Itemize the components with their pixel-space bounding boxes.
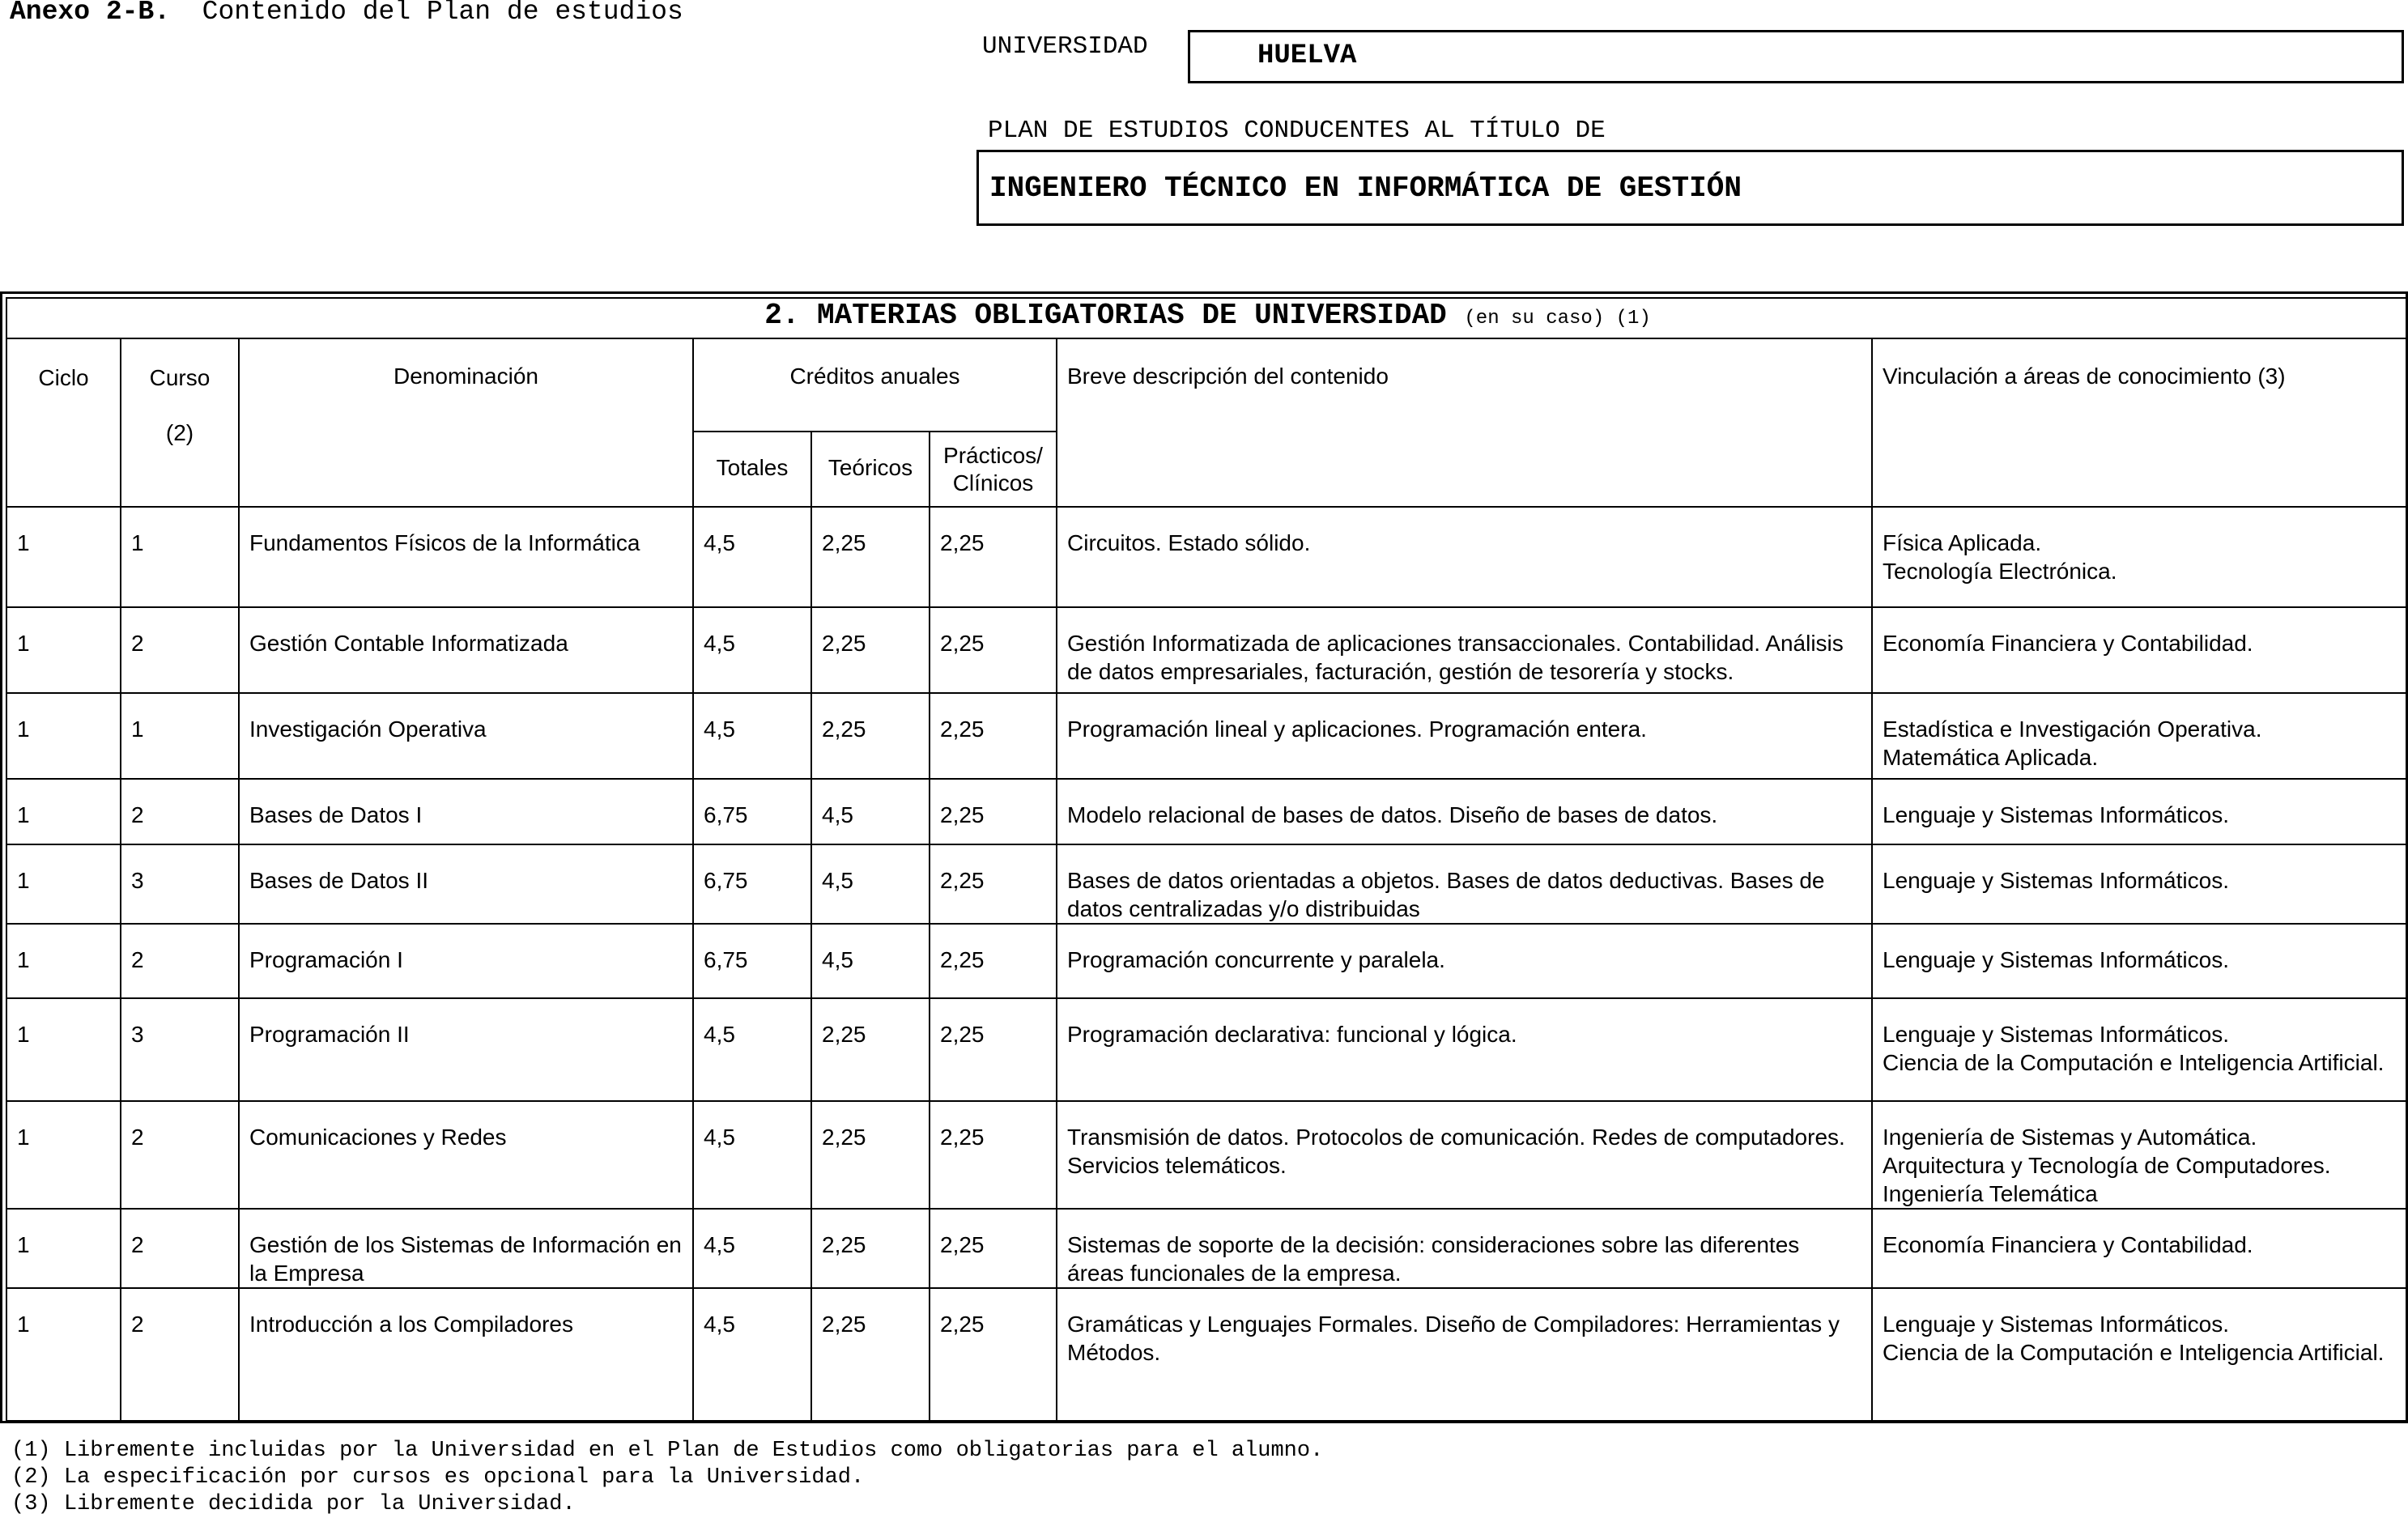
cell-curso: 1 (121, 693, 239, 779)
table-row (6, 779, 2408, 844)
cell-totales: 4,5 (693, 1101, 811, 1209)
footnote-text: Libremente incluidas por la Universidad en el Plan de Estudios como obligatorias para el alumno. (63, 1439, 1324, 1463)
footnote (11, 1438, 1323, 1465)
cell-denominacion: Gestión Contable Informatizada (239, 607, 693, 693)
cell-curso: 2 (121, 607, 239, 693)
cell-denominacion: Bases de Datos II (239, 844, 693, 924)
cell-ciclo: 1 (6, 1101, 121, 1209)
footnote-number: (2) (11, 1465, 51, 1490)
cell-ciclo: 1 (6, 924, 121, 998)
area-line: Economía Financiera y Contabilidad. (1883, 631, 2253, 656)
header-creditos: Créditos anuales (693, 338, 1057, 432)
area-line: Ingeniería Telemática (1883, 1181, 2098, 1206)
footnote-number: (1) (11, 1439, 51, 1463)
header-curso-label: Curso (149, 365, 211, 390)
area-line: Ingeniería de Sistemas y Automática. (1883, 1125, 2257, 1150)
cell-curso: 2 (121, 1209, 239, 1288)
area-line: Lenguaje y Sistemas Informáticos. (1883, 1312, 2229, 1337)
cell-descripcion: Programación concurrente y paralela. (1057, 924, 1872, 998)
header-practicos-line2: Clínicos (952, 470, 1034, 495)
cell-areas (1872, 924, 2408, 998)
cell-teoricos: 2,25 (811, 1209, 930, 1288)
area-line: Física Aplicada. (1883, 530, 2042, 555)
cell-totales: 4,5 (693, 507, 811, 607)
table-row (6, 693, 2408, 779)
cell-practicos: 2,25 (930, 924, 1057, 998)
header-totales: Totales (693, 432, 811, 507)
footnote-number: (3) (11, 1492, 51, 1516)
header-ciclo: Ciclo (6, 338, 121, 507)
degree-title: INGENIERO TÉCNICO EN INFORMÁTICA DE GESTIÓN (989, 172, 1742, 205)
cell-practicos: 2,25 (930, 779, 1057, 844)
cell-teoricos: 4,5 (811, 779, 930, 844)
cell-areas (1872, 693, 2408, 779)
cell-areas (1872, 507, 2408, 607)
cell-areas (1872, 998, 2408, 1101)
header-curso-note: (2) (165, 420, 194, 445)
cell-teoricos: 4,5 (811, 844, 930, 924)
cell-denominacion: Comunicaciones y Redes (239, 1101, 693, 1209)
area-line: Lenguaje y Sistemas Informáticos. (1883, 802, 2229, 827)
area-line: Tecnología Electrónica. (1883, 559, 2117, 584)
cell-denominacion: Introducción a los Compiladores (239, 1288, 693, 1421)
annex-heading (10, 0, 683, 27)
annex-title: Contenido del Plan de estudios (202, 0, 683, 27)
cell-totales: 4,5 (693, 998, 811, 1101)
cell-practicos: 2,25 (930, 1101, 1057, 1209)
table-row (6, 507, 2408, 607)
table-row (6, 924, 2408, 998)
table-title-text: 2. MATERIAS OBLIGATORIAS DE UNIVERSIDAD (764, 299, 1447, 332)
cell-ciclo: 1 (6, 607, 121, 693)
cell-teoricos: 2,25 (811, 1101, 930, 1209)
cell-practicos: 2,25 (930, 1288, 1057, 1421)
cell-curso: 2 (121, 924, 239, 998)
cell-descripcion: Gestión Informatizada de aplicaciones transaccionales. Contabilidad. Análisis de datos empresariales, facturación, gestión de tesorería y stocks. (1057, 607, 1872, 693)
cell-ciclo: 1 (6, 693, 121, 779)
footnotes (11, 1438, 1323, 1518)
cell-totales: 6,75 (693, 924, 811, 998)
cell-totales: 4,5 (693, 693, 811, 779)
university-name: HUELVA (1257, 40, 1357, 71)
cell-descripcion: Transmisión de datos. Protocolos de comunicación. Redes de computadores. Servicios telemáticos. (1057, 1101, 1872, 1209)
plan-label: PLAN DE ESTUDIOS CONDUCENTES AL TÍTULO DE (988, 117, 1606, 145)
cell-denominacion: Bases de Datos I (239, 779, 693, 844)
header-descripcion: Breve descripción del contenido (1057, 338, 1872, 507)
cell-practicos: 2,25 (930, 507, 1057, 607)
cell-teoricos: 2,25 (811, 998, 930, 1101)
area-line: Economía Financiera y Contabilidad. (1883, 1232, 2253, 1257)
table-row (6, 1101, 2408, 1209)
footnote (11, 1465, 1323, 1491)
cell-ciclo: 1 (6, 1288, 121, 1421)
annex-label: Anexo 2-B. (10, 0, 171, 27)
area-line: Ciencia de la Computación e Inteligencia Artificial. (1883, 1340, 2385, 1365)
cell-ciclo: 1 (6, 507, 121, 607)
cell-descripcion: Programación declarativa: funcional y lógica. (1057, 998, 1872, 1101)
cell-practicos: 2,25 (930, 607, 1057, 693)
cell-descripcion: Sistemas de soporte de la decisión: consideraciones sobre las diferentes áreas funcionales de la empresa. (1057, 1209, 1872, 1288)
cell-ciclo: 1 (6, 998, 121, 1101)
cell-totales: 4,5 (693, 1209, 811, 1288)
cell-denominacion: Gestión de los Sistemas de Información en la Empresa (239, 1209, 693, 1288)
header-teoricos: Teóricos (811, 432, 930, 507)
cell-areas (1872, 779, 2408, 844)
university-box (1188, 30, 2404, 83)
table-row (6, 607, 2408, 693)
area-line: Arquitectura y Tecnología de Computadores. (1883, 1153, 2331, 1178)
materias-table (6, 297, 2408, 1422)
cell-teoricos: 4,5 (811, 924, 930, 998)
cell-totales: 6,75 (693, 779, 811, 844)
footnote-text: La especificación por cursos es opcional para la Universidad. (63, 1465, 865, 1490)
cell-practicos: 2,25 (930, 1209, 1057, 1288)
cell-areas (1872, 1288, 2408, 1421)
cell-descripcion: Gramáticas y Lenguajes Formales. Diseño de Compiladores: Herramientas y Métodos. (1057, 1288, 1872, 1421)
university-label: UNIVERSIDAD (982, 32, 1148, 61)
cell-totales: 4,5 (693, 1288, 811, 1421)
cell-descripcion: Modelo relacional de bases de datos. Diseño de bases de datos. (1057, 779, 1872, 844)
cell-totales: 6,75 (693, 844, 811, 924)
table-row (6, 998, 2408, 1101)
area-line: Matemática Aplicada. (1883, 745, 2099, 770)
table-body (6, 507, 2408, 1421)
cell-curso: 3 (121, 844, 239, 924)
cell-ciclo: 1 (6, 1209, 121, 1288)
cell-curso: 1 (121, 507, 239, 607)
cell-descripcion: Bases de datos orientadas a objetos. Bases de datos deductivas. Bases de datos centralizadas y/o distribuidas (1057, 844, 1872, 924)
cell-totales: 4,5 (693, 607, 811, 693)
cell-ciclo: 1 (6, 844, 121, 924)
cell-practicos: 2,25 (930, 844, 1057, 924)
cell-areas (1872, 844, 2408, 924)
cell-denominacion: Programación II (239, 998, 693, 1101)
table-row (6, 1288, 2408, 1421)
footnote (11, 1491, 1323, 1518)
cell-teoricos: 2,25 (811, 1288, 930, 1421)
cell-descripcion: Programación lineal y aplicaciones. Programación entera. (1057, 693, 1872, 779)
cell-areas (1872, 1209, 2408, 1288)
cell-curso: 2 (121, 779, 239, 844)
cell-practicos: 2,25 (930, 998, 1057, 1101)
cell-curso: 2 (121, 1288, 239, 1421)
header-curso (121, 338, 239, 507)
area-line: Ciencia de la Computación e Inteligencia Artificial. (1883, 1050, 2385, 1075)
table-title-note: (en su caso) (1) (1464, 308, 1651, 330)
cell-denominacion: Investigación Operativa (239, 693, 693, 779)
cell-teoricos: 2,25 (811, 507, 930, 607)
table-row (6, 1209, 2408, 1288)
cell-areas (1872, 607, 2408, 693)
footnote-text: Libremente decidida por la Universidad. (63, 1492, 576, 1516)
cell-ciclo: 1 (6, 779, 121, 844)
cell-denominacion: Fundamentos Físicos de la Informática (239, 507, 693, 607)
cell-curso: 2 (121, 1101, 239, 1209)
area-line: Lenguaje y Sistemas Informáticos. (1883, 1022, 2229, 1047)
cell-denominacion: Programación I (239, 924, 693, 998)
header-denominacion: Denominación (239, 338, 693, 507)
table-title (6, 298, 2408, 338)
table-row (6, 844, 2408, 924)
header-vinculacion: Vinculación a áreas de conocimiento (3) (1872, 338, 2408, 507)
header-practicos-line1: Prácticos/ (943, 443, 1043, 468)
cell-areas (1872, 1101, 2408, 1209)
cell-practicos: 2,25 (930, 693, 1057, 779)
cell-curso: 3 (121, 998, 239, 1101)
area-line: Estadística e Investigación Operativa. (1883, 716, 2262, 742)
cell-teoricos: 2,25 (811, 693, 930, 779)
cell-descripcion: Circuitos. Estado sólido. (1057, 507, 1872, 607)
area-line: Lenguaje y Sistemas Informáticos. (1883, 868, 2229, 893)
area-line: Lenguaje y Sistemas Informáticos. (1883, 947, 2229, 972)
cell-teoricos: 2,25 (811, 607, 930, 693)
header-practicos (930, 432, 1057, 507)
